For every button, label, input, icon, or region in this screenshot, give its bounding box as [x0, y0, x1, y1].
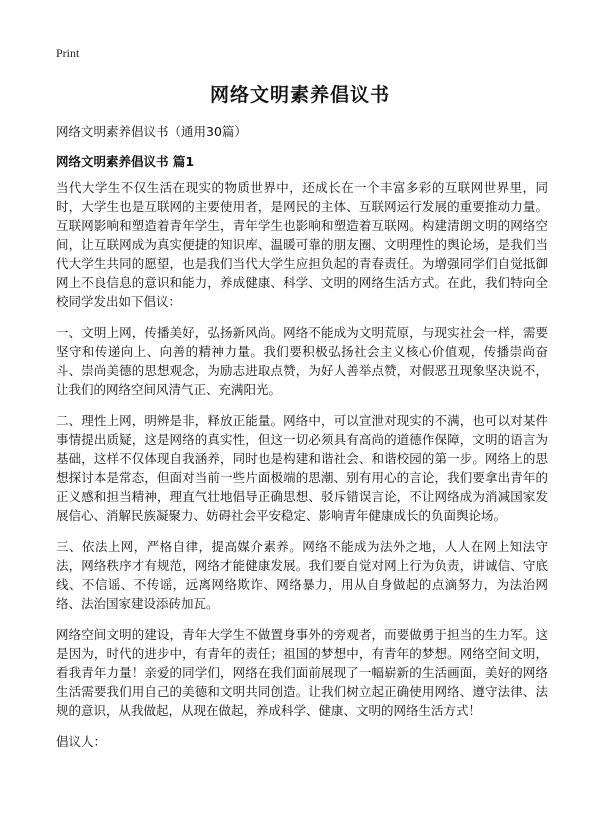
page-title: 网络文明素养倡议书	[209, 84, 390, 106]
paragraph-conclusion: 网络空间文明的建设，青年大学生不做置身事外的旁观者，而要做勇于担当的生力军。这是因为，时代的进步中，有青年的责任；祖国的梦想中，有青年的梦想。网络空间文明，看我青年力量！亲爱的同学们，网络在我们面前展现了一幅崭新的生活画面，美好的网络生活需要我们用自己的美德和文明共同创造。让我们树立起正确使用网络、遵守法律、法规的意识，从我做起，从现在做起，养成科学、健康、文明的网络生活方式！	[56, 627, 548, 718]
document-subtitle: 网络文明素养倡议书（通用30篇）	[56, 124, 247, 139]
signature-line: 倡议人：	[56, 734, 107, 749]
paragraph-intro: 当代大学生不仅生活在现实的物质世界中，还成长在一个丰富多彩的互联网世界里，同时，大学生也是互联网的主要使用者，是网民的主体、互联网运行发展的重要推动力量。互联网影响和塑造着青年学生，青年学生也影响和塑造着互联网。构建清朗文明的网络空间，让互联网成为真实便捷的知识库、温暖可靠的朋友圈、文明理性的舆论场，是我们当代大学生共同的愿望，也是我们当代大学生应担负起的青春责任。为增强同学们自觉抵御网上不良信息的意识和能力，养成健康、科学、文明的网络生活方式。在此，我们特向全校同学发出如下倡议：	[56, 180, 548, 309]
print-link[interactable]: Print	[56, 46, 80, 60]
paragraph-point-3: 三、依法上网，严格自律，提高媒介素养。网络不能成为法外之地，人人在网上知法守法，网络秩序才有规范，网络才能健康发展。我们要自觉对网上行为负责，讲诚信、守底线、不信谣、不传谣，远离网络欺诈、网络暴力，用从自身做起的点滴努力，为法治网络、法治国家建设添砖加瓦。	[56, 539, 548, 611]
body-text	[56, 178, 548, 763]
paragraph-point-2: 二、理性上网，明辨是非，释放正能量。网络中，可以宣泄对现实的不满，也可以对某件事情提出质疑，这是网络的真实性，但这一切必须具有高尚的道德作保障，文明的语言为基础，这样不仅体现自我涵养，同时也是构建和谐社会、和谐校园的第一步。网络上的思想探讨本是常态，但面对当前一些片面极端的思潮、别有用心的言论，我们要拿出青年的正义感和担当精神，理直气壮地倡导正确思想、驳斥错误言论，不让网络成为消减国家发展信心、消解民族凝聚力、妨碍社会平安稳定、影响青年健康成长的负面舆论场。	[56, 413, 548, 523]
paragraph-point-1: 一、文明上网，传播美好，弘扬新风尚。网络不能成为文明荒原，与现实社会一样，需要坚守和传递向上、向善的精神力量。我们要积极弘扬社会主义核心价值观，传播崇尚奋斗、崇尚美德的思想观念，为励志进取点赞，为好人善举点赞，对假恶丑现象坚决说不，让我们的网络空间风清气正、充满阳光。	[56, 325, 548, 397]
section-heading: 网络文明素养倡议书 篇1	[56, 154, 195, 169]
